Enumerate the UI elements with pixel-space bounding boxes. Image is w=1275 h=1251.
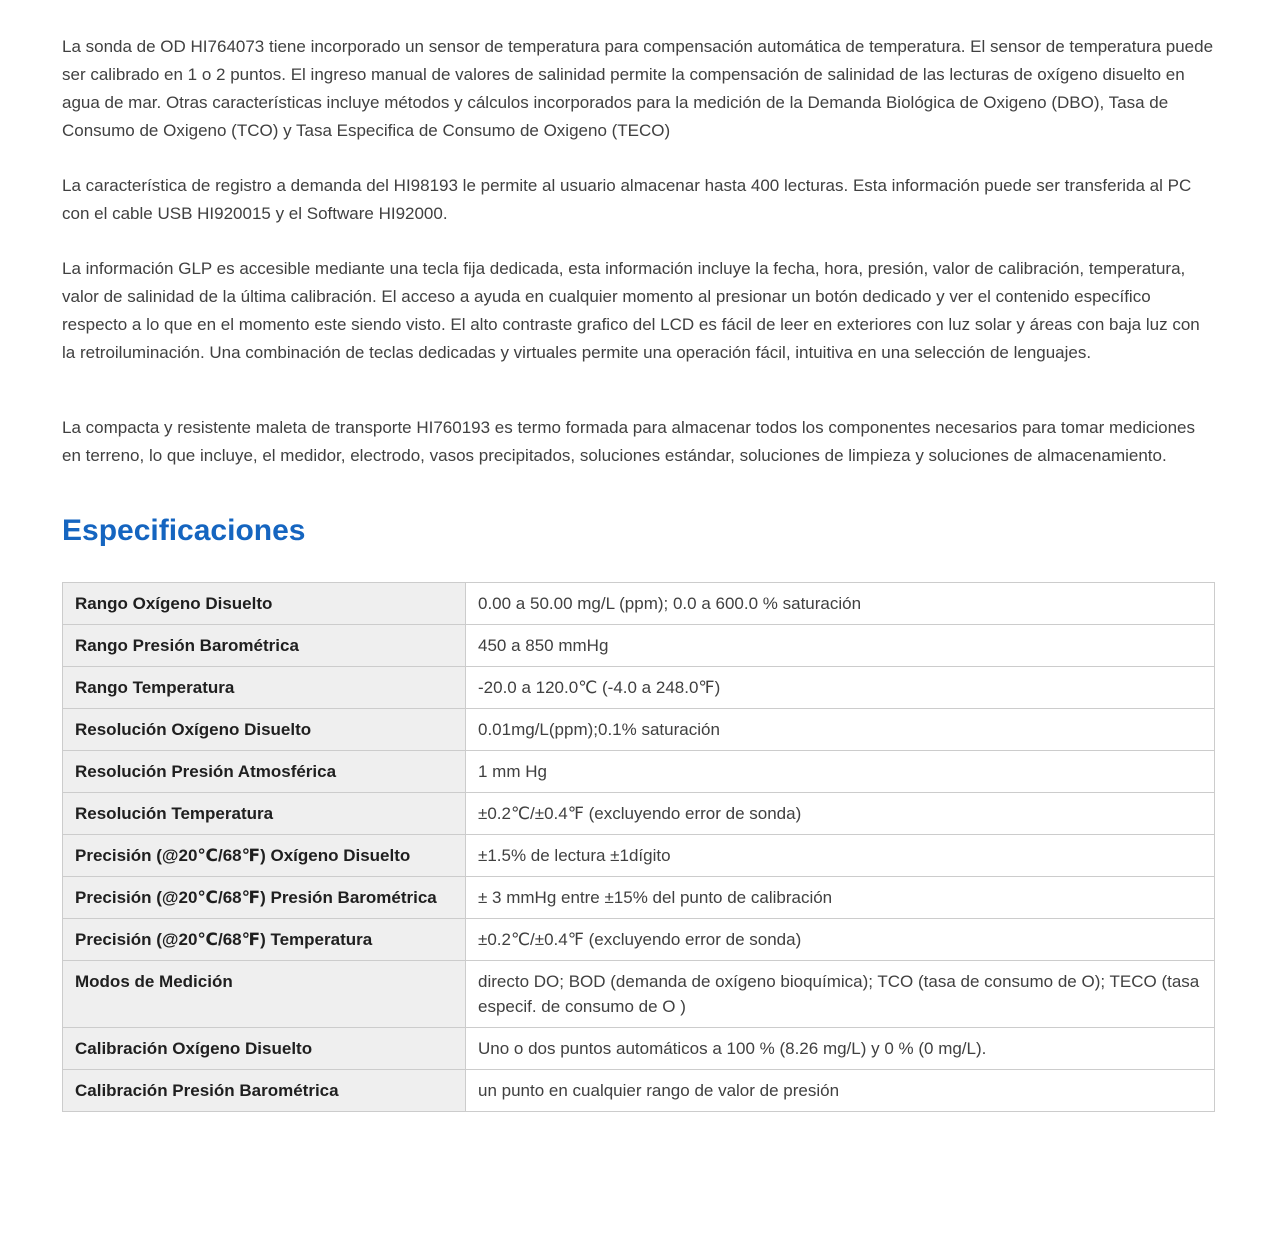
spec-row [63,793,1215,835]
spec-value: -20.0 a 120.0℃ (-4.0 a 248.0℉) [466,667,1215,709]
spec-value: ±0.2℃/±0.4℉ (excluyendo error de sonda) [466,793,1215,835]
description-paragraph: La compacta y resistente maleta de transporte HI760193 es termo formada para almacenar todos los componentes necesarios para tomar mediciones en terreno, lo que incluye, el medidor, electrodo, vasos precipitados, soluciones estándar, soluciones de limpieza y soluciones de almacenamiento. [62,418,1195,465]
spec-label: Rango Presión Barométrica [63,625,466,667]
spec-value: 0.00 a 50.00 mg/L (ppm); 0.0 a 600.0 % saturación [466,583,1215,625]
description-paragraph: La característica de registro a demanda del HI98193 le permite al usuario almacenar hasta 400 lecturas. Esta información puede ser transferida al PC con el cable USB HI920015 y el Software HI92000. [62,176,1192,223]
spec-value: 0.01mg/L(ppm);0.1% saturación [466,709,1215,751]
spec-value: ±0.2℃/±0.4℉ (excluyendo error de sonda) [466,919,1215,961]
spec-label: Rango Oxígeno Disuelto [63,583,466,625]
spec-row [63,751,1215,793]
spec-value: 1 mm Hg [466,751,1215,793]
spec-label: Precisión (@20℃/68℉) Temperatura [63,919,466,961]
spec-label: Resolución Temperatura [63,793,466,835]
spec-label: Resolución Presión Atmosférica [63,751,466,793]
spec-value: un punto en cualquier rango de valor de presión [466,1070,1215,1112]
specifications-table-body [63,583,1215,1112]
spec-row [63,877,1215,919]
spec-label: Resolución Oxígeno Disuelto [63,709,466,751]
spec-row [63,583,1215,625]
description-paragraph: La sonda de OD HI764073 tiene incorporado un sensor de temperatura para compensación automática de temperatura. El sensor de temperatura puede ser calibrado en 1 o 2 puntos. El ingreso manual de valores de salinidad permite la compensación de salinidad de las lecturas de oxígeno disuelto en agua de mar. Otras características incluye métodos y cálculos incorporados para la medición de la Demanda Biológica de Oxigeno (DBO), Tasa de Consumo de Oxigeno (TCO) y Tasa Especifica de Consumo de Oxigeno (TECO) [62,37,1214,140]
spec-value: ± 3 mmHg entre ±15% del punto de calibración [466,877,1215,919]
spec-row [63,835,1215,877]
spec-row [63,709,1215,751]
spec-row [63,919,1215,961]
spec-value: 450 a 850 mmHg [466,625,1215,667]
spec-label: Calibración Presión Barométrica [63,1070,466,1112]
spec-label: Modos de Medición [63,961,466,1028]
spec-row [63,1070,1215,1112]
spec-label: Precisión (@20℃/68℉) Presión Barométrica [63,877,466,919]
spec-label: Precisión (@20℃/68℉) Oxígeno Disuelto [63,835,466,877]
spec-value: ±1.5% de lectura ±1dígito [466,835,1215,877]
spec-label: Calibración Oxígeno Disuelto [63,1028,466,1070]
spec-row [63,625,1215,667]
spec-row [63,961,1215,1028]
spec-value: Uno o dos puntos automáticos a 100 % (8.26 mg/L) y 0 % (0 mg/L). [466,1028,1215,1070]
spec-label: Rango Temperatura [63,667,466,709]
description-paragraph: La información GLP es accesible mediante una tecla fija dedicada, esta información incluye la fecha, hora, presión, valor de calibración, temperatura, valor de salinidad de la última calibración. El acceso a ayuda en cualquier momento al presionar un botón dedicado y ver el contenido específico respecto a lo que en el momento este siendo visto. El alto contraste grafico del LCD es fácil de leer en exteriores con luz solar y áreas con baja luz con la retroiluminación. Una combinación de teclas dedicadas y virtuales permite una operación fácil, intuitiva en una selección de lenguajes. [62,259,1200,362]
specifications-heading: Especificaciones [62,514,306,547]
spec-value: directo DO; BOD (demanda de oxígeno bioquímica); TCO (tasa de consumo de O); TECO (tasa especif. de consumo de O ) [466,961,1215,1028]
spec-row [63,667,1215,709]
spec-row [63,1028,1215,1070]
specifications-table [62,582,1215,1112]
